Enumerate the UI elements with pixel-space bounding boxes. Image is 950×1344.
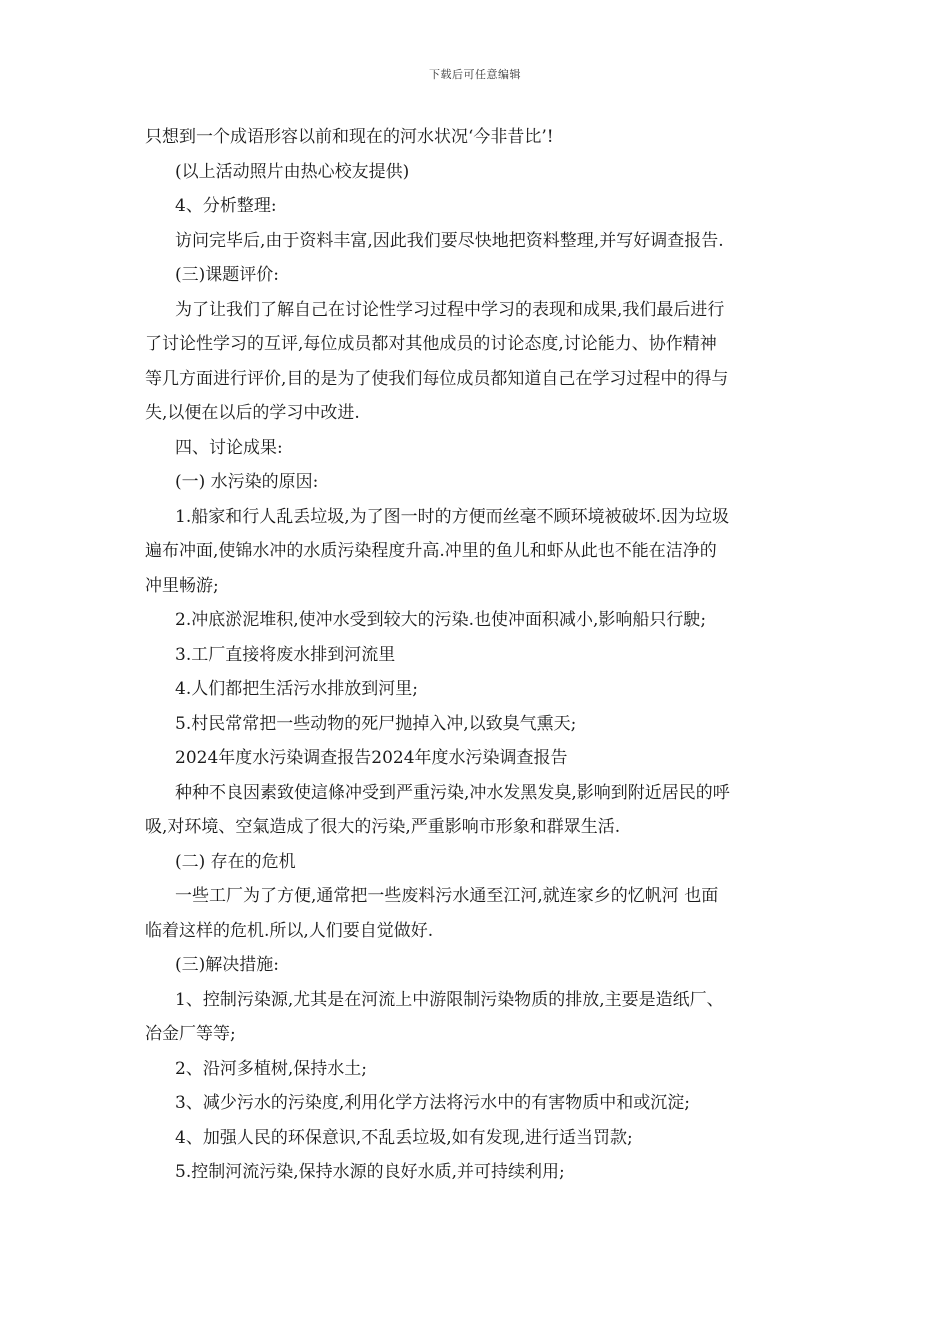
text-line: 5.村民常常把一些动物的死尸抛掉入冲,以致臭气熏天; — [175, 713, 577, 734]
text-line: 4、分析整理: — [175, 196, 277, 216]
text-line: 4.人们都把生活污水排放到河里; — [175, 679, 418, 699]
page-header: 下载后可任意编辑 — [429, 68, 521, 81]
text-line: (三)课题评价: — [175, 265, 279, 285]
text-line: 种种不良因素致使這條冲受到严重污染,冲水发黑发臭,影响到附近居民的呼 — [175, 782, 730, 803]
text-line: 为了让我们了解自己在讨论性学习过程中学习的表现和成果,我们最后进行 — [175, 299, 725, 320]
text-line: 2024年度水污染调查报告2024年度水污染调查报告 — [175, 748, 568, 768]
text-line: (三)解决措施: — [175, 955, 279, 975]
text-line: (二) 存在的危机 — [175, 851, 296, 872]
text-line: 2.冲底淤泥堆积,使冲水受到较大的污染.也使冲面积减小,影响船只行駛; — [175, 610, 707, 630]
text-line: 3.工厂直接将废水排到河流里 — [175, 644, 396, 665]
text-line: 冲里畅游; — [145, 575, 219, 596]
text-line: 4、加强人民的环保意识,不乱丢垃圾,如有发现,进行适当罚款; — [175, 1127, 633, 1148]
text-line: 四、讨论成果: — [175, 437, 283, 458]
document-body — [145, 120, 810, 1190]
text-line: 1、控制污染源,尤其是在河流上中游限制污染物质的排放,主要是造纸厂、 — [175, 989, 724, 1010]
text-line: 2、沿河多植树,保持水土; — [175, 1058, 367, 1079]
text-line: 3、减少污水的污染度,利用化学方法将污水中的有害物质中和或沉淀; — [175, 1093, 690, 1113]
text-line: 等几方面进行评价,目的是为了使我们每位成员都知道自己在学习过程中的得与 — [145, 368, 729, 389]
text-line: 一些工厂为了方便,通常把一些废料污水通至江河,就连家乡的忆帆河 也面 — [175, 886, 719, 906]
text-line: 1.船家和行人乱丢垃圾,为了图一时的方便而丝毫不顾环境被破坏.因为垃圾 — [175, 506, 730, 527]
text-line: 只想到一个成语形容以前和现在的河水状况‘今非昔比’! — [145, 127, 554, 147]
text-line: (一) 水污染的原因: — [175, 472, 319, 492]
text-line: 吸,对环境、空氣造成了很大的污染,严重影响市形象和群眾生活. — [145, 817, 621, 837]
text-line: 了讨论性学习的互评,每位成员都对其他成员的讨论态度,讨论能力、协作精神 — [145, 334, 717, 354]
text-line: 5.控制河流污染,保持水源的良好水质,并可持续利用; — [175, 1162, 565, 1182]
text-line: (以上活动照片由热心校友提供) — [175, 161, 410, 182]
text-line: 冶金厂等等; — [145, 1024, 236, 1044]
text-line: 遍布冲面,使锦水冲的水质污染程度升高.冲里的鱼儿和虾从此也不能在洁净的 — [145, 541, 717, 561]
text-line: 访问完毕后,由于资料丰富,因此我们要尽快地把资料整理,并写好调查报告. — [175, 230, 724, 251]
text-line: 失,以便在以后的学习中改进. — [145, 403, 360, 423]
text-line: 临着这样的危机.所以,人们要自觉做好. — [145, 920, 434, 941]
